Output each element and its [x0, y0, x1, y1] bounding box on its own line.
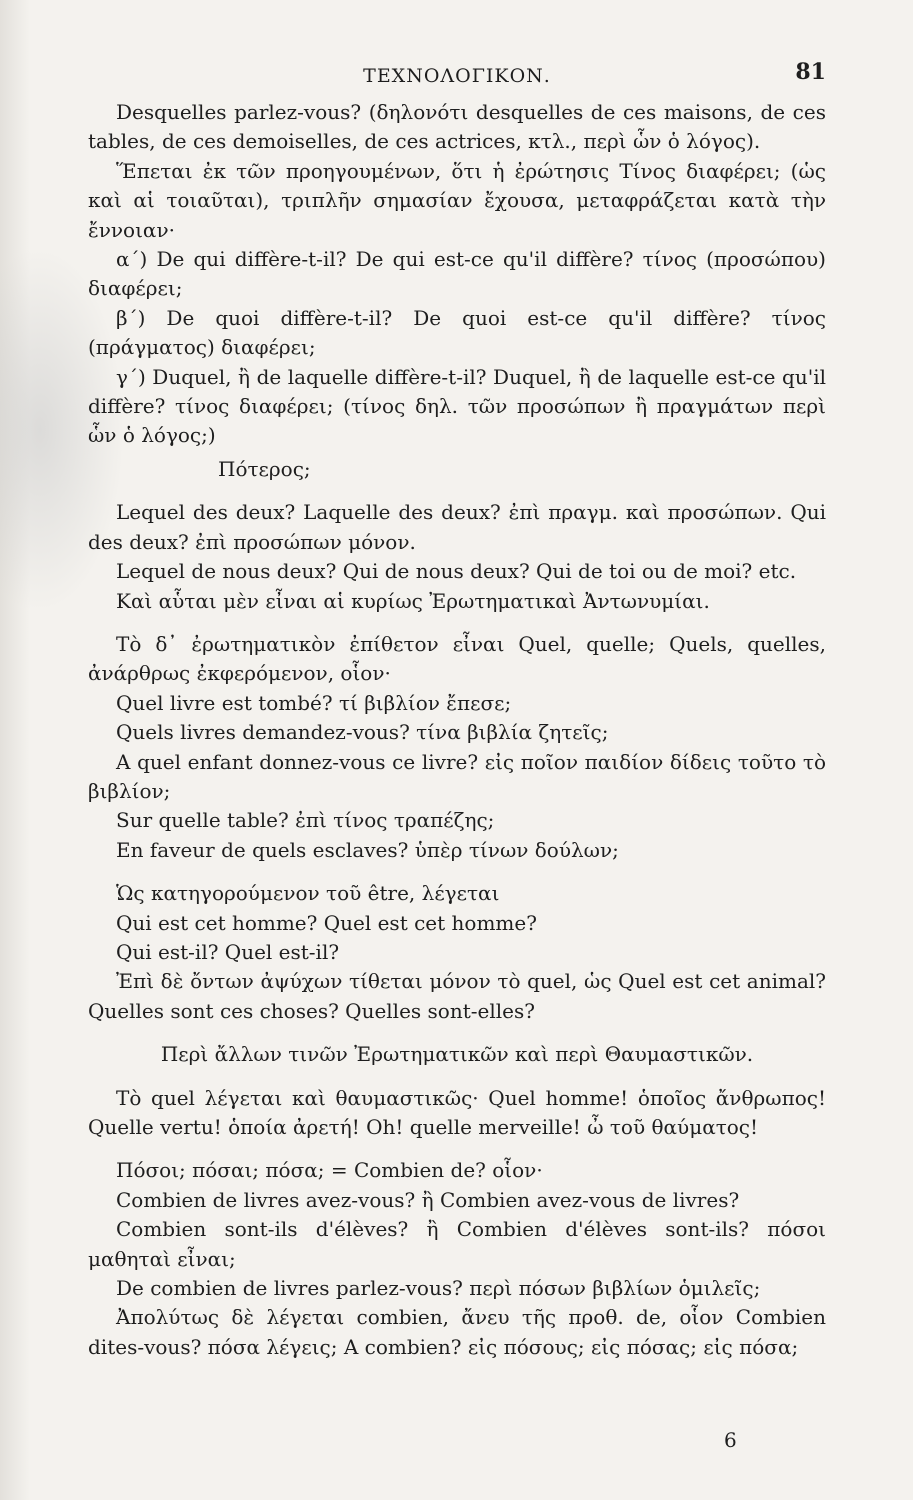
example-line: A quel enfant donnez-vous ce livre? εἰς ποῖον παιδίον δίδεις τοῦτο τὸ βιβλίον; — [88, 749, 826, 803]
example-line: De combien de livres parlez-vous? περὶ πόσων βιβλίων ὁμιλεῖς; — [116, 1276, 761, 1301]
example-line: Qui est cet homme? Quel est cet homme? — [116, 910, 537, 935]
example-line: Sur quelle table? ἐπὶ τίνος τραπέζης; — [116, 808, 495, 833]
spacer — [88, 616, 826, 630]
spacer — [88, 1070, 826, 1084]
example-line: En faveur de quels esclaves? ὑπὲρ τίνων δούλων; — [116, 837, 619, 862]
subheading-poteros: Πότερος; — [218, 456, 311, 481]
example-line: Quels livres demandez-vous? τίνα βιβλία ζητεῖς; — [116, 720, 609, 745]
paragraph: Ἕπεται ἐκ τῶν προηγουμένων, ὅτι ἡ ἐρώτησις Τίνος διαφέρει; (ὡς καὶ αἱ τοιαῦται), τριπλῆν σημασίαν ἔχουσα, μεταφράζεται κατὰ τὴν ἔννοιαν· — [88, 158, 826, 242]
paragraph: Ὡς κατηγορούμενον τοῦ être, λέγεται — [116, 881, 500, 906]
running-title: ΤΕΧΝΟΛΟΓΙΚΟΝ. — [363, 65, 551, 87]
example-line: Combien sont-ils d'élèves? ἢ Combien d'élèves sont-ils? πόσοι μαθηταὶ εἶναι; — [88, 1217, 826, 1271]
spacer — [88, 484, 826, 498]
example-line: Ἀπολύτως δὲ λέγεται combien, ἄνευ τῆς προθ. de, οἷον Combien dites-vous? πόσα λέγεις; A combien? εἰς πόσους; εἰς πόσας; εἰς πόσα; — [88, 1305, 826, 1359]
spacer — [88, 1026, 826, 1040]
paragraph: Τὸ δ᾽ ἐρωτηματικὸν ἐπίθετον εἶναι Quel, quelle; Quels, quelles, ἀνάρθρως ἐκφερόμενον, οἷον· — [88, 631, 826, 686]
paragraph-beta: β΄) De quoi diffère-t-il? De quoi est-ce qu'il diffère? τίνος (πράγματος) διαφέρει; — [88, 305, 826, 360]
paragraph: Desquelles parlez-vous? (δηλονότι desquelles de ces maisons, de ces tables, de ces demoiselles, de ces actrices, κτλ., περὶ ὧν ὁ λόγος). — [88, 100, 826, 154]
section-title: Περὶ ἄλλων τινῶν Ἐρωτηματικῶν καὶ περὶ Θαυμαστικῶν. — [160, 1042, 754, 1067]
paragraph: Καὶ αὗται μὲν εἶναι αἱ κυρίως Ἐρωτηματικαὶ Ἀντωνυμίαι. — [116, 588, 710, 613]
spacer — [88, 865, 826, 879]
page-header — [88, 58, 826, 94]
example-line: Quel livre est tombé? τί βιβλίον ἔπεσε; — [116, 690, 512, 715]
example-line: Qui est-il? Quel est-il? — [116, 939, 340, 964]
signature-mark: 6 — [724, 1428, 737, 1452]
page-number: 81 — [795, 59, 826, 85]
page-content — [88, 58, 826, 1362]
paragraph: Lequel des deux? Laquelle des deux? ἐπὶ πραγμ. καὶ προσώπων. Qui des deux? ἐπὶ προσώπων μόνον. — [88, 500, 826, 554]
paragraph: Τὸ quel λέγεται καὶ θαυμαστικῶς· Quel homme! ὁποῖος ἄνθρωπος! Quelle vertu! ὁποία ἀρετή! Oh! quelle merveille! ὦ τοῦ θαύματος! — [88, 1085, 826, 1139]
paragraph-alpha: α΄) De qui diffère-t-il? De qui est-ce qu'il diffère? τίνος (προσώπου) διαφέρει; — [88, 247, 826, 301]
paragraph: Πόσοι; πόσαι; πόσα; = Combien de? οἷον· — [116, 1158, 543, 1183]
example-line: Combien de livres avez-vous? ἢ Combien avez-vous de livres? — [116, 1187, 740, 1212]
spacer — [88, 1142, 826, 1156]
paragraph: Ἐπὶ δὲ ὄντων ἀψύχων τίθεται μόνον τὸ quel, ὡς Quel est cet animal? Quelles sont ces choses? Quelles sont-elles? — [88, 969, 826, 1023]
paragraph-gamma: γ΄) Duquel, ἢ de laquelle diffère-t-il? Duquel, ἢ de laquelle est-ce qu'il diffère? τίνος διαφέρει; (τίνος δηλ. τῶν προσώπων ἢ πραγμάτων περὶ ὧν ὁ λόγος;) — [88, 364, 826, 448]
paragraph: Lequel de nous deux? Qui de nous deux? Qui de toi ou de moi? etc. — [116, 559, 797, 584]
